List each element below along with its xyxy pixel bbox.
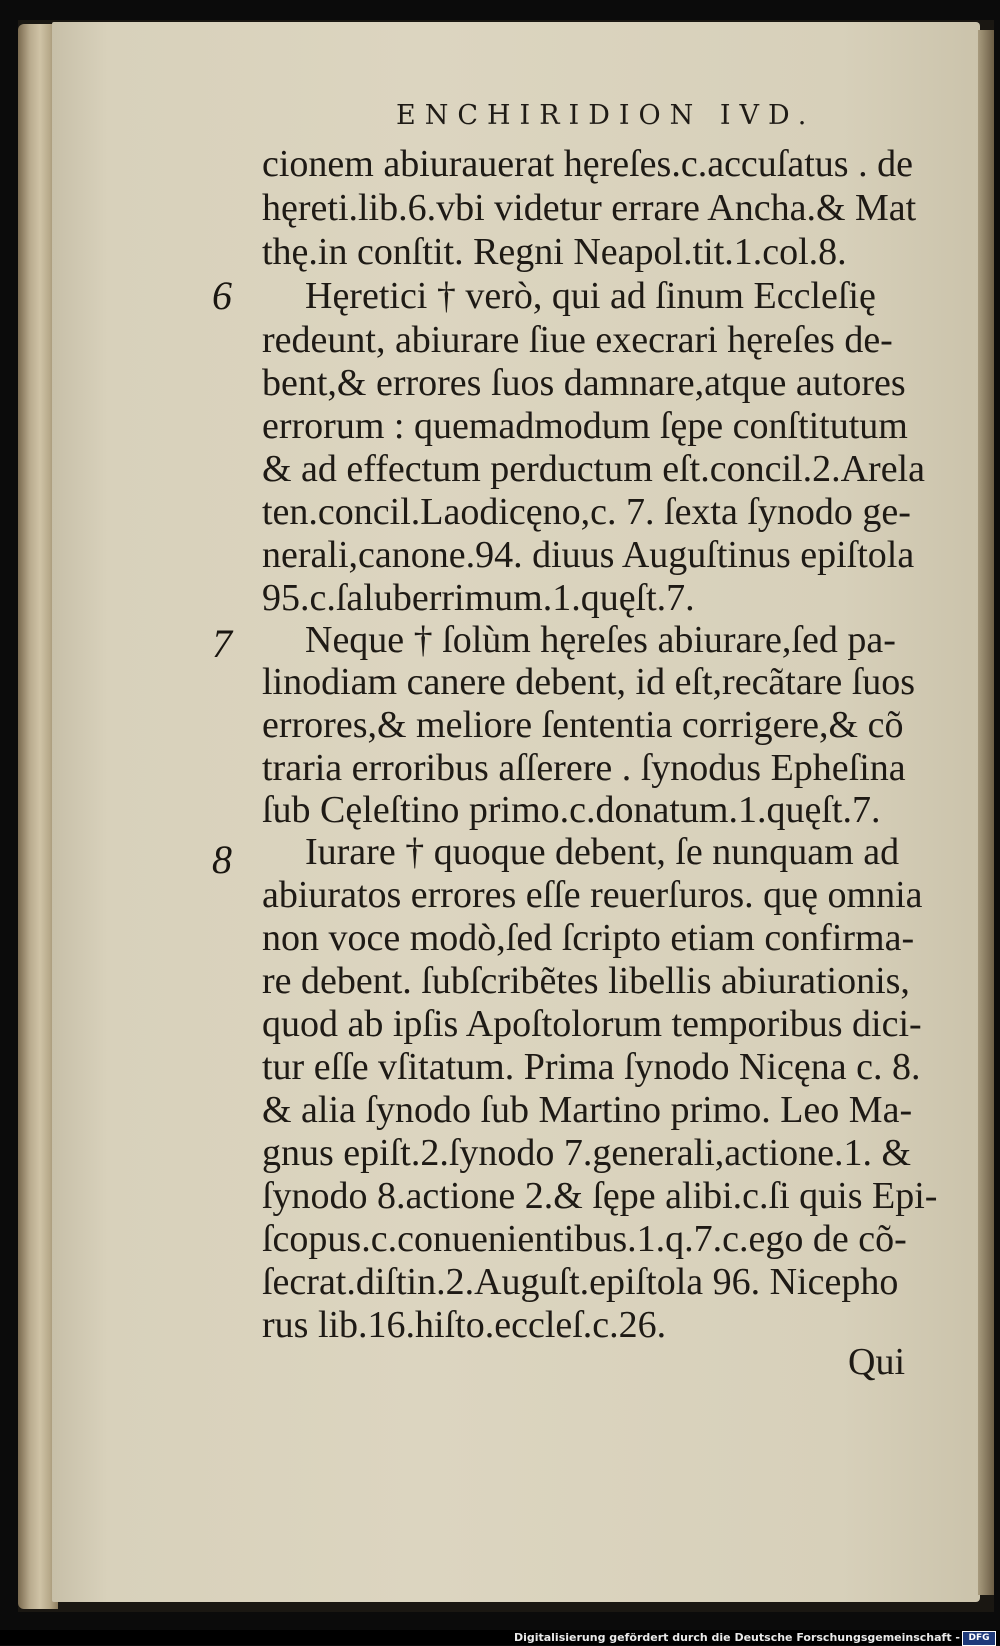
text-line: quod ab ipſis Apoſtolorum temporibus dici- xyxy=(262,1003,922,1045)
text-line: ten.concil.Laodicęno,c. 7. ſexta ſynodo ge- xyxy=(262,491,911,533)
text-line: re debent. ſubſcribẽtes libellis abiurationis, xyxy=(262,960,910,1002)
text-line: Hęretici † verò, qui ad ſinum Eccleſię xyxy=(305,275,876,317)
footer-credit: Digitalisierung gefördert durch die Deutsche Forschungsgemeinschaft - xyxy=(513,1631,960,1644)
catchword: Qui xyxy=(848,1341,905,1383)
running-head: ENCHIRIDION IVD. xyxy=(396,100,816,131)
text-line: ſynodo 8.actione 2.& ſępe alibi.c.ſi quis Epi- xyxy=(262,1175,938,1217)
text-line: linodiam canere debent, id eſt,recãtare ſuos xyxy=(262,661,916,703)
marginal-number: 8 xyxy=(212,837,232,882)
text-line: & alia ſynodo ſub Martino primo. Leo Ma- xyxy=(262,1089,913,1131)
text-line: Iurare † quoque debent, ſe nunquam ad xyxy=(305,831,900,873)
text-line: errorum : quemadmodum ſępe conſtitutum xyxy=(262,405,908,447)
marginal-number: 7 xyxy=(212,621,232,666)
footer-bar xyxy=(0,1630,1000,1645)
text-line: ſecrat.diſtin.2.Auguſt.epiſtola 96. Nicepho xyxy=(262,1261,899,1303)
text-line: traria erroribus aſſerere . ſynodus Epheſina xyxy=(262,747,906,789)
text-line: Neque † ſolùm hęreſes abiurare,ſed pa- xyxy=(305,619,896,661)
text-line: thę.in conſtit. Regni Neapol.tit.1.col.8. xyxy=(262,231,847,273)
text-line: cionem abiurauerat hęreſes.c.accuſatus . de xyxy=(262,143,913,185)
text-line: 95.c.ſaluberrimum.1.quęſt.7. xyxy=(262,577,695,619)
text-line: gnus epiſt.2.ſynodo 7.generali,actione.1. & xyxy=(262,1132,912,1174)
text-line: & ad effectum perductum eſt.concil.2.Arela xyxy=(262,448,925,490)
binding-shadow xyxy=(978,30,994,1595)
text-line: errores,& meliore ſententia corrigere,& cõ xyxy=(262,704,904,746)
text-line: hęreti.lib.6.vbi videtur errare Ancha.& Mat xyxy=(262,187,917,229)
text-line: redeunt, abiurare ſiue execrari hęreſes de- xyxy=(262,319,893,361)
text-line: ſcopus.c.conuenientibus.1.q.7.c.ego de cõ- xyxy=(262,1218,907,1260)
text-line: rus lib.16.hiſto.eccleſ.c.26. xyxy=(262,1304,667,1346)
text-line: abiuratos errores eſſe reuerſuros. quę omnia xyxy=(262,874,923,916)
marginal-number: 6 xyxy=(212,273,232,318)
text-line: non voce modò,ſed ſcripto etiam confirma- xyxy=(262,917,915,959)
text-line: nerali,canone.94. diuus Auguſtinus epiſtola xyxy=(262,534,915,576)
text-line: ſub Cęleſtino primo.c.donatum.1.quęſt.7. xyxy=(262,789,881,831)
dfg-logo: DFG xyxy=(962,1631,996,1646)
text-line: tur eſſe vſitatum. Prima ſynodo Nicęna c. 8. xyxy=(262,1046,921,1088)
text-line: bent,& errores ſuos damnare,atque autores xyxy=(262,362,906,404)
